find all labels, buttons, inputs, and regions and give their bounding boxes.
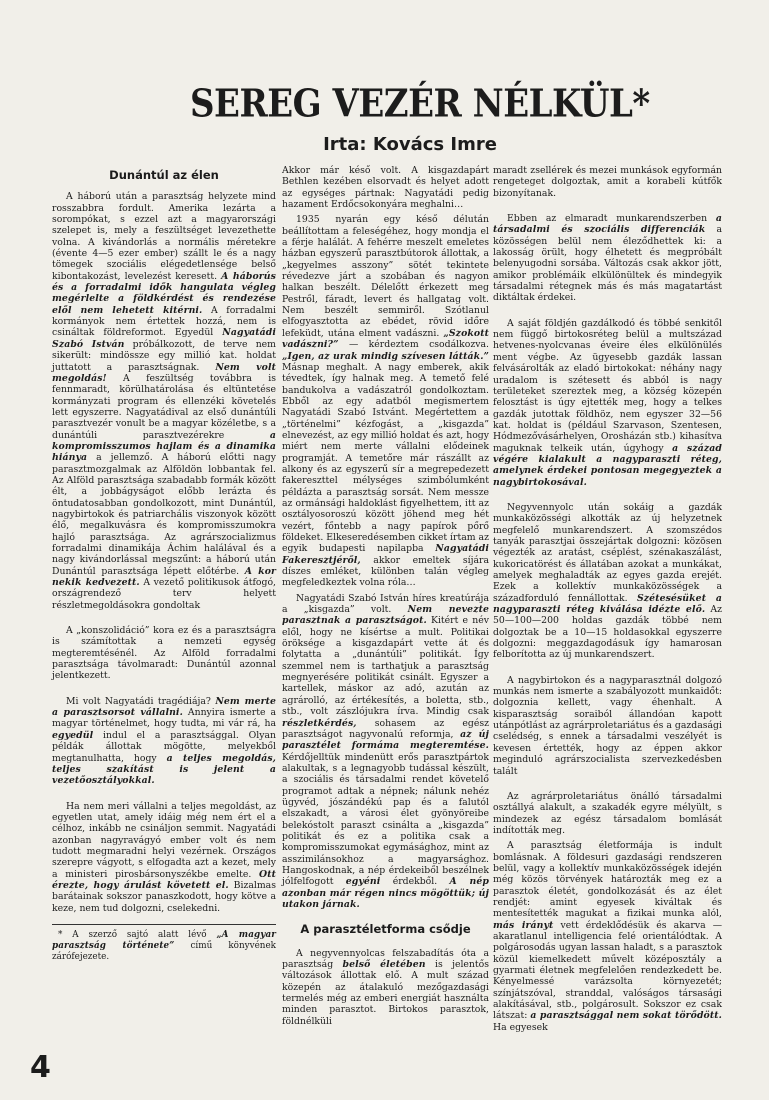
text-run: a közösségen belül nem éleződhettek ki: a lakosság örült, hogy élhetett és megpróbált belenyugodni sorsába. Változás csak akkor jött, amikor problémáik elkülönültek és mindegyik társadalmi rétegnek más és más magatartást diktáltak érdekei. xyxy=(493,224,723,304)
text-run: Másnap meghalt. A nagy emberek, akik tévedtek, így halnak meg. A temető felé bandukolva a vadászatról gondolkoztam. Ebből az egy adatból megismertem Nagyatádi Szabó Istvánt. Megértettem a „történelmi” kézfogást, a „kisgazda” elnevezést, az egy millió holdat és azt, hogy miért nem merte vállalni elődeinek programját. A temetőre már rászállt az alkony és az egyszerű sír a megrepedezett fakereszttel mélységes szimbólumként példázta a parasztság sorsát. Nem messze az ormánsági haldoklást figyelhettem, itt az osztályosoroszú között jöhend meg hét vezért, főntebb a nagy papírok pőrő földeket. Elkeseredésemben cikket írtam az egyik budapesti napilapba xyxy=(282,361,489,555)
text-run: A negyvennyolcas felszabadítás óta a parasztság xyxy=(282,947,489,971)
text-run: Negyvennyolc után sokáig a gazdák munkaközösségi alkották az új helyzetnek megfelelő munkarendszert. A szomszédos tanyák parasztjai összejártak dolgozni: közösen végezték az aratást, cséplést, szénakaszálást, kukoricatörést és állatában azokat a munkákat, amelyek meghaladták az egyes gazda erejét. Ezek a kollektív munkaközösségek a századforduló fennállottak. xyxy=(493,501,722,604)
emphasis: Nagyatádi Fakeresztjéről, xyxy=(282,543,489,566)
text-run: 1935 nyarán egy késő délután beállítottam a feleségéhez, hogy mondja el a férje halálát. A fehérre meszelt emeletes házban egyszerű parasztbútorok állottak, a „kegyelmes asszony” sötét tekintete révedezve járt a szobában és nagyon halkan beszélt. Délelőtt érkezett meg Pestről, fáradt, levert és hallgatag volt. Nem beszélt semmiről. Szótlanul elfogyasztotta az ebédet, rövid időre lefeküdt, utána elment vadászni. xyxy=(282,214,489,339)
emphasis: A kor nekik kedvezett. xyxy=(52,565,276,589)
page-number: 4 xyxy=(30,1050,51,1085)
text-run: A nagybirtokon és a nagyparasztnál dolgozó munkás nem ismerte a szabályozott munkaidőt: dolgoznia kellett, vagy éhenhalt. A kisparasztság soraiból állandóan kapott utánpótlást az agrárproletariátus és a gazdasági cselédség, s ennek a társadalmi veszélyét is kevesen értették, hogy az éppen akkor meginduló agrárszocialista szervezkedésben talált xyxy=(493,674,722,777)
emphasis: A háborús és a forradalmi idők hangulata végleg megérlelte a földkérdést és rendezése elől nem lehetett kitérni. xyxy=(52,270,276,316)
emphasis: A nép azonban már régen nincs mögöttük; új utakon járnak. xyxy=(282,876,489,910)
text-run: című könyvének zárófejezete. xyxy=(52,940,276,962)
text-run: Ebben az elmaradt munkarendszerben xyxy=(507,213,716,225)
emphasis: Nem volt megoldás! xyxy=(52,361,277,384)
text-run: A parasztság életformája is indult bomlásnak. A földesuri gazdasági rendszeren belül, vagy a kollektív munkaközösségek idején még közös törvények határozták meg ez a parasztok életét, gondolkozását és az élet rendjét: amint egyesek kiváltak és mentesítették magukat a fizikai munka alól, xyxy=(493,840,722,920)
footnote-text xyxy=(52,930,276,963)
text-run: Bizalmas barátainak sokszor panaszkodott, hogy kötve a keze, nem tud dolgozni, cselekedni. xyxy=(52,879,276,914)
article-byline: Irta: Kovács Imre xyxy=(323,134,497,155)
emphasis: Ott érezte, hogy árulást követett el. xyxy=(52,868,276,891)
text-run: Ha nem meri vállalni a teljes megoldást, az egyetlen utat, amely idáig még nem ért el a célhoz, inkább ne csináljon semmit. Nagyatádi azonban nagyravágyó ember volt és nem tudott megmaradni helyi vezérnek. Országos szerepre vágyott, s elfogadta azt a kezet, mely a ministeri pirosbársonyszékbe emelte. xyxy=(52,800,276,880)
text-run: — kérdeztem csodálkozva. xyxy=(338,339,489,351)
column-2 xyxy=(282,165,489,1031)
article-title: SEREG VEZÉR NÉLKÜL* xyxy=(190,82,650,127)
paragraph xyxy=(493,213,722,304)
text-run: Az agrárproletariátus önálló társadalmi osztállyá alakult, a szakadék egyre mélyült, s mindezek az egész társadalom bomlását indították meg. xyxy=(493,790,722,836)
text-run: A háború után a parasztság helyzete mind rosszabbra fordult. Amerika lezárta a sorompókat, s ezzel azt a magyarországi szelepet is, mely a feszültséget levezethette volna. A kivándorlás a normális méretekre (évente 4—5 ezer ember) szállt le és a nagy tömegek szociális elégedetlensége belső kibontakozást, levelezést keresett. xyxy=(52,191,276,282)
emphasis: „Szokott vadászni?” xyxy=(282,327,489,351)
text-run: indul el a parasztsággal. Olyan példák állottak mögötte, melyekből megtanulhatta, hogy xyxy=(52,729,276,764)
emphasis: Nagyatádi Szabó István xyxy=(52,327,276,350)
emphasis: egyéni xyxy=(345,876,381,888)
footnote xyxy=(52,924,276,963)
text-run: Akkor már késő volt. A kisgazdapárt Bethlen kezében elsorvadt és helyet adott az egységes pártnak: Nagyatádi pedig hazament Erdőcsokonyára meghalni… xyxy=(282,165,489,211)
paragraph xyxy=(493,675,722,777)
section-heading-parasztelet: A parasztéletforma csődje xyxy=(300,922,471,937)
text-run: Kérdőjelltük mindenütt erős parasztpártok alakultak, s a legnagyobb tudással készült, a szociális és társadalmi rendet követelő programot adtak a népnek; nálunk nehéz ügyvéd, jószándékú pap és a falutól elszakadt, a városi élet gyönyöreibe belekóstolt paraszt csinálta a „kisgazda” politikát és ez a politika csak a kompromisszumokat egymásághoz, mint az asszimilánsokhoz a magyarsághoz. Hangoskodnak, a nép érdekeiből beszélnek jólfelfogott xyxy=(282,751,489,888)
text-run: próbálkozott, de terve nem sikerült: mindössze egy millió kat. holdat juttatott a parasztságnak. xyxy=(52,338,276,373)
emphasis: Nem nevezte parasztnak a parasztságot. xyxy=(282,604,489,627)
text-run: Az 50—100—200 holdas gazdák többé nem dolgoztak be a 10—15 holdasokkal egyszerre dolgozni: meggazdagodásuk így hamarosan felborította az új munkarendszert. xyxy=(493,604,722,661)
emphasis: belső életében xyxy=(342,959,426,971)
paragraph xyxy=(52,696,276,787)
text-run: A feszültség továbbra is fennmaradt, körülhatárolása és eltüntetése kormányzati program és ellenzéki követelés lett egyszerre. Nagyatádival az első dunántúli parasztvezér vonult be a magyar közéletbe, s a dunántúli parasztvezérekre xyxy=(52,372,276,441)
paragraph xyxy=(282,593,489,911)
paragraph xyxy=(52,801,276,914)
emphasis: egyedül xyxy=(52,729,94,741)
text-run: a jellemző. A háború előtti nagy parasztmozgalmak az Alföldön lobbantak fel. Az Alföld parasztsága szabadabb formák között élt, a jobbágyságot előbb lerázta és öntudatosabban gondolkozott, mint Dunántúl, nagybirtokok és patriarchális viszonyok között élő, megalkuvásra és kompromisszumokra hajló parasztsága. Az agrárszocializmus forradalmi dinamikája Áchim halálával és a nagy kivándorlással megszűnt: a háború után Dunántúl parasztsága lépett előtérbe. xyxy=(52,452,276,577)
emphasis: a kompromisszumos hajlam és a dinamika hiánya xyxy=(52,429,276,464)
text-run: Kitért e név elől, hogy ne kísértse a mult. Politikai öröksége a kisgazdapárt vette át és folytatta a „dunántúli” politikát. Így szemmel nem is tarthatjuk a parasztság megnyerésére politikát csinált. Egyszer a kartellek, máskor az adó, azután az agrárolló, az értékesítés, a boletta, stb., stb., volt zászlójukra írva. Mindig csak xyxy=(282,615,489,718)
emphasis: a parasztsággal nem sokat törődött. xyxy=(530,1010,722,1022)
text-run: érdekből. xyxy=(380,876,450,888)
paragraph xyxy=(493,791,722,836)
paragraph xyxy=(493,502,722,661)
emphasis: részletkérdés, xyxy=(282,717,357,729)
paragraph xyxy=(493,165,722,199)
column-1 xyxy=(52,168,276,967)
text-run: is jelentős változások állottak elő. A mult század közepén az átalakuló mezőgazdasági termelés még az emberi energiát használta minden parasztot. Birtokos parasztok, földnélküli xyxy=(282,959,490,1027)
text-run: A saját földjén gazdálkodó és többé senkitől nem függő birtokosréteg belül a multszázad hetvenes-nyolcvanas éveire éles elkülönülés ment végbe. Az ügyesebb gazdák lassan felvásárolták az eladó birtokokat: néhány nagy uradalom is szétesett és abból is nagy területeket szereztek meg, a község közepén felosztást is úgy ejtették meg, hogy a telkes gazdák jutottak földhöz, nem egyszer 32—56 kat. holdat is (például Szarvason, Szentesen, Hódmezővásárhelyen, Orosházán stb.) kihasítva maguknak telkeik után, úgyhogy xyxy=(493,317,722,454)
text-run: A vezető politikusok átfogó, országrendező terv helyett részletmegoldásokra gondoltak xyxy=(52,577,276,611)
text-run: A „konszolidáció” kora ez és a parasztságra is számítottak a nemzeti egység megteremtésénél. Az Alföld forradalmi parasztsága távolmaradt: Dunántúl azonnal jelentkezett. xyxy=(52,625,276,682)
emphasis: „Igen, az urak mindig szívesen látták.” xyxy=(282,350,489,362)
emphasis: a társadalmi és szociális differenciák xyxy=(493,213,722,236)
paragraph xyxy=(52,625,276,682)
emphasis: Szétesésüket a nagyparaszti réteg kiválása idézte elő. xyxy=(493,592,722,616)
emphasis: az új parasztélet formáma megteremtése. xyxy=(282,728,489,752)
column-3 xyxy=(493,165,722,1037)
emphasis: a század végére kialakult a nagyparaszti réteg, amelynek érdekei pontosan megegyeztek a nagybirtokosával. xyxy=(493,442,723,488)
emphasis: Nem merte a parasztsorsot vállalni. xyxy=(52,695,276,719)
paragraph xyxy=(52,191,276,611)
paragraph xyxy=(282,165,489,210)
text-run: sohasem az egész parasztságot nagyvonalú reformja, xyxy=(282,717,489,740)
paragraph xyxy=(493,840,722,1033)
emphasis: „A magyar parasztság története” xyxy=(52,929,276,951)
text-run: Annyira ismerte a magyar történelmet, hogy tudta, mi vár rá, ha xyxy=(52,707,276,730)
emphasis: más irányt xyxy=(493,919,554,931)
section-heading-dunantul: Dunántúl az élen xyxy=(109,168,219,182)
paragraph xyxy=(282,214,489,588)
paragraph xyxy=(282,948,489,1027)
paragraph xyxy=(493,318,722,488)
text-run: * A szerző sajtó alatt lévő xyxy=(58,929,217,940)
text-run: maradt zsellérek és mezei munkások egyformán rengeteget dolgoztak, amit a korabeli kútfők bizonyítanak. xyxy=(493,165,722,199)
text-run: vett érdeklődésük és akarva — akaratlanul intelligencia felé orientálódtak. A polgárosodás ugyan lassan haladt, s a parasztok közül kiemelkedett művelt középosztály a gyarmati életnek megfelelően rendezkedett be. Kényelmessé varázsolta környezetét; színjátszóval, stranddal, valóságos társasági alakításával, stb., polgárosult. Sokszor ez csak látszat: xyxy=(493,919,722,1022)
text-run: akkor emeltek síjára díszes emléket, különben talán végleg megfeledkeztek volna róla… xyxy=(282,554,489,589)
text-run: Mi volt Nagyatádi tragédiája? xyxy=(66,695,216,707)
text-run: Nagyatádi Szabó István híres kreatúrája a „kisgazda” volt. xyxy=(282,592,489,616)
emphasis: a teljes megoldás, teljes szakítást is jelent a vezetőosztályokkal. xyxy=(52,752,276,787)
text-run: A forradalmi kormányok nem értettek hozzá, nem is csináltak földreformot. Egyedül xyxy=(52,304,276,339)
text-run: Ha egyesek xyxy=(493,1021,548,1033)
